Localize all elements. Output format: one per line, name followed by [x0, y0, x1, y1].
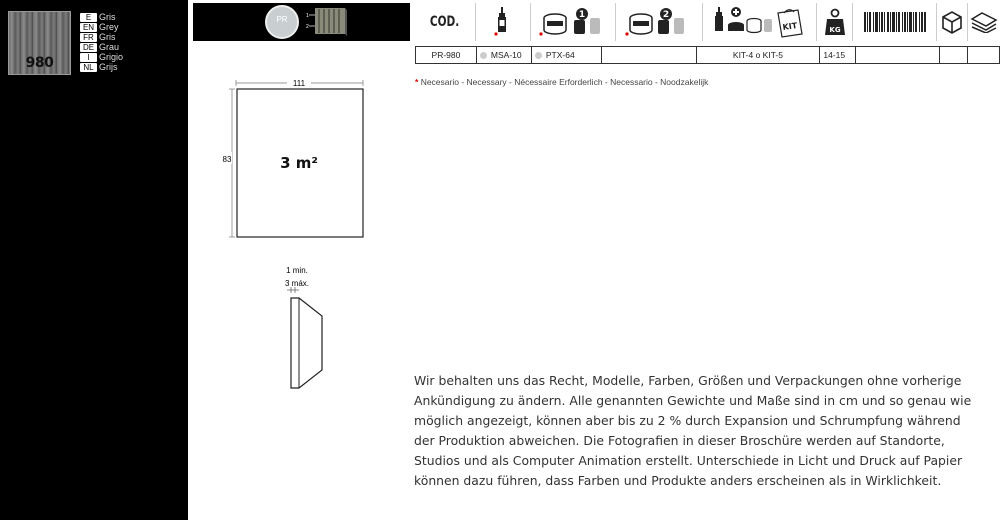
cartridge-icon [476, 3, 531, 41]
weight-label: KG [828, 26, 841, 34]
paint-value: PTX-64 [545, 50, 575, 60]
paint-cell [531, 47, 601, 64]
swatch-code: 980 [25, 55, 54, 71]
lang-code: EN [80, 23, 97, 32]
weight-cell: 14-15 [820, 47, 856, 64]
lang-code: I [80, 53, 97, 62]
step1-number: 1 [578, 10, 586, 20]
lang-code: NL [80, 63, 97, 72]
brand-badge [265, 5, 299, 39]
lang-code: DE [80, 43, 97, 52]
spec-table [415, 46, 1000, 64]
necessary-note [415, 77, 708, 87]
icon-header-row [415, 3, 1000, 41]
lang-item [80, 22, 123, 32]
lang-code: E [80, 13, 97, 22]
empty-cell [601, 47, 696, 64]
lang-color-name: Grey [99, 22, 119, 32]
lang-item [80, 32, 123, 42]
max-thickness-label: 3 máx. [284, 279, 310, 288]
height-label: 83 [222, 155, 232, 164]
technical-drawing [215, 72, 375, 402]
cod-cell [415, 3, 476, 41]
color-panel [0, 0, 188, 520]
lang-color-name: Gris [99, 32, 116, 42]
width-label: 111 [292, 79, 306, 88]
box-icon [937, 3, 968, 41]
necessary-text: Necesario - Necessary - Nécessaire Erforderlich - Necessario - Noodzakelijk [420, 77, 709, 87]
cod-label: COD. [430, 14, 460, 30]
color-swatch [8, 11, 71, 75]
lang-color-name: Gris [99, 12, 116, 22]
panels-cell [968, 47, 1000, 64]
lang-item [80, 52, 123, 62]
kit-label: KIT [781, 21, 798, 32]
kit-icon [703, 3, 817, 41]
lang-color-name: Grijs [99, 62, 118, 72]
barcode-cell [856, 47, 940, 64]
step2-number: 2 [662, 10, 670, 20]
table-row [416, 47, 1000, 64]
disclaimer-text: Wir behalten uns das Recht, Modelle, Farben, Größen und Verpackungen ohne vorherige Ankündigung zu ändern. Alle genannten Gewichte und Maße sind in cm und so genau wie möglich angezeigt, können aber bis zu 2 % durch Expansion und Schrumpfung während der Produktion abweichen. Die Fotografien in dieser Broschüre werden auf Standorte, Studios und als Computer Animation erstellt. Unterschiede in Licht und Druck auf Papier können dazu führen, dass Farben und Produkte anders erscheinen als in Wirklichkeit. [414, 373, 972, 488]
lang-color-name: Grigio [99, 52, 124, 62]
logo-strip [193, 3, 410, 41]
lang-code: FR [80, 33, 97, 42]
adhesive-value: MSA-10 [490, 50, 522, 60]
panels-stack-icon [968, 3, 1000, 41]
brand-badge-text: PR [276, 15, 288, 24]
barcode-icon [853, 3, 937, 41]
thumb-label-2: 2 [306, 24, 309, 30]
panel-side-profile [291, 298, 322, 388]
necessary-star: * [415, 77, 419, 87]
area-label: 3 m² [280, 154, 318, 172]
thumb-label-1: 1 [306, 13, 309, 19]
panel-thumbnail-icon [305, 6, 347, 38]
lang-item [80, 62, 123, 72]
kit-cell: KIT-4 o KIT-5 [696, 47, 820, 64]
step2-paint-icon [616, 3, 703, 41]
lang-item [80, 42, 123, 52]
color-name-list [80, 12, 123, 72]
code-cell: PR-980 [416, 47, 477, 64]
paint-dot [535, 52, 542, 59]
min-thickness-label: 1 min. [286, 266, 308, 275]
lang-color-name: Grau [99, 42, 120, 52]
lang-item [80, 12, 123, 22]
box-cell [940, 47, 968, 64]
weight-icon [817, 3, 853, 41]
step1-adhesive-icon [531, 3, 616, 41]
adhesive-dot [480, 52, 487, 59]
adhesive-cell [476, 47, 531, 64]
